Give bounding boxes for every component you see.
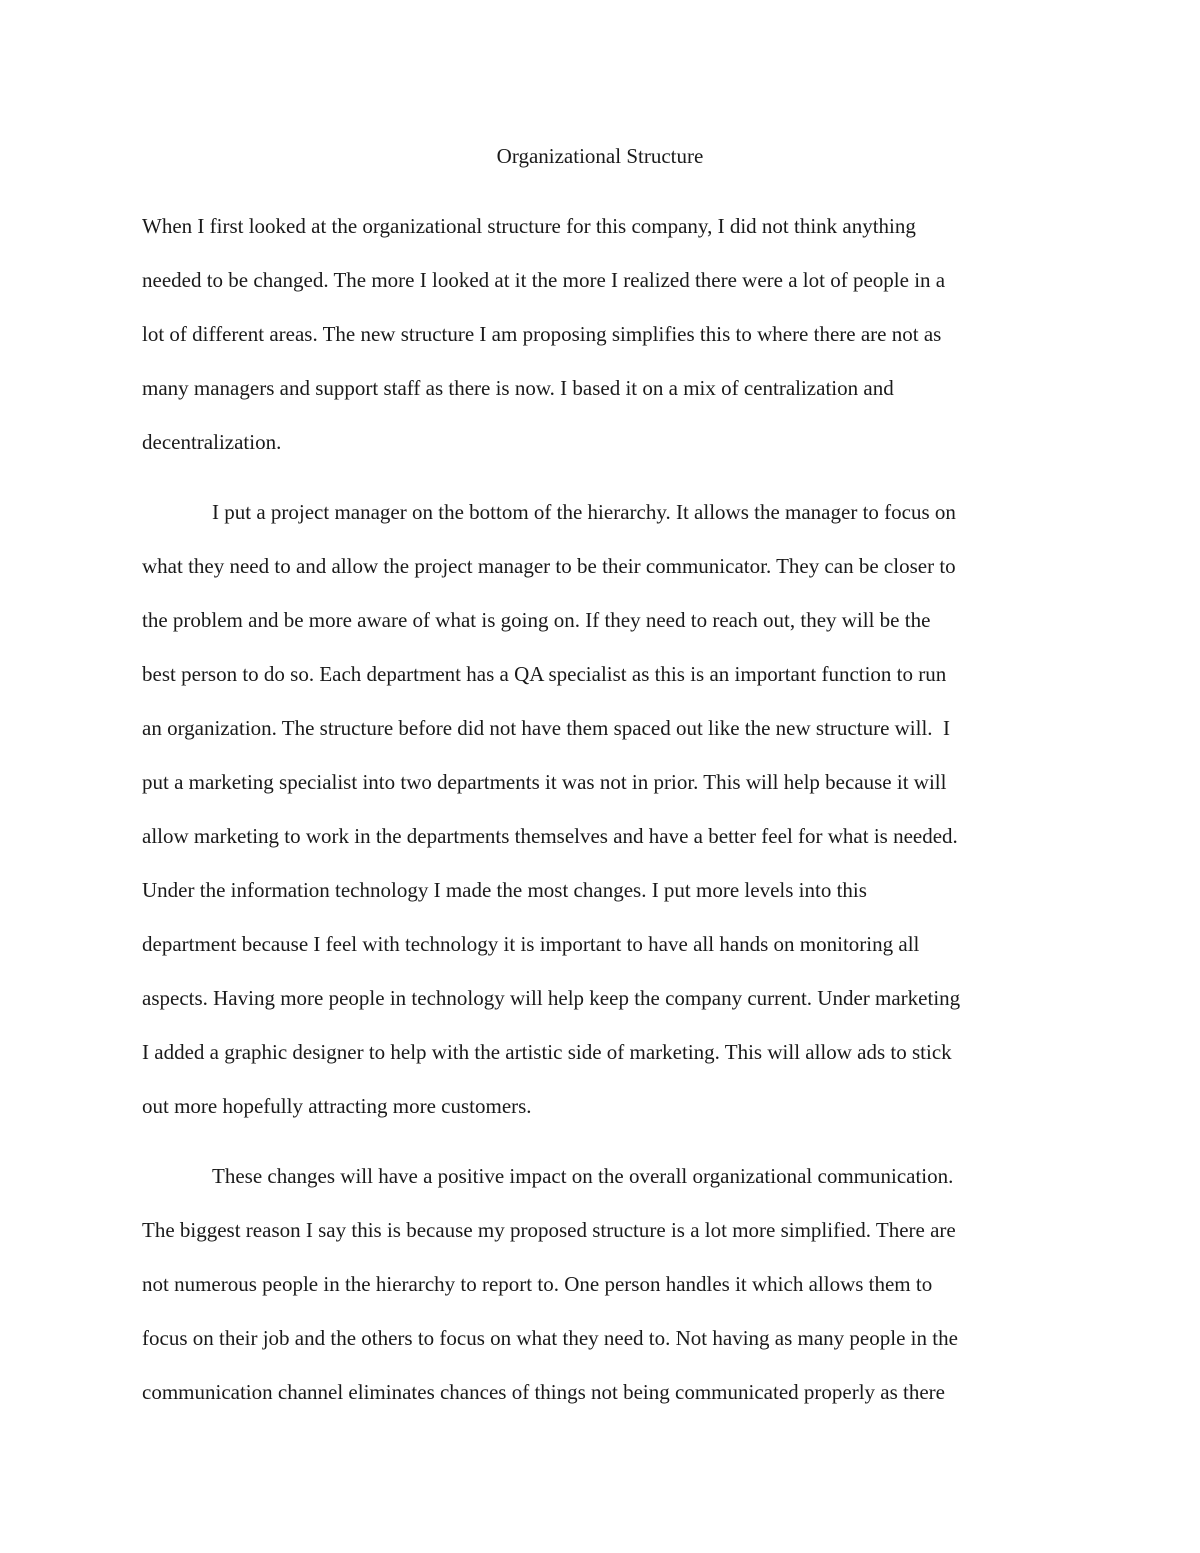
paragraph-3-line-1: These changes will have a positive impact on the overall organizational communication.: [212, 1164, 954, 1188]
paragraph-1-line-2: needed to be changed. The more I looked at it the more I realized there were a lot of people in a: [142, 268, 946, 292]
paragraph-2-line-2: what they need to and allow the project manager to be their communicator. They can be closer to: [142, 554, 956, 578]
paragraph-2-line-7: allow marketing to work in the departments themselves and have a better feel for what is needed.: [142, 824, 958, 848]
paragraph-2-line-5: an organization. The structure before did not have them spaced out like the new structure will. I: [142, 716, 951, 740]
paragraph-1-line-5: decentralization.: [142, 430, 282, 454]
paragraph-3-line-5: communication channel eliminates chances of things not being communicated properly as there: [142, 1380, 945, 1404]
paragraph-1-line-1: When I first looked at the organizational structure for this company, I did not think anything: [142, 214, 916, 238]
paragraph-2-line-9: department because I feel with technology it is important to have all hands on monitoring all: [142, 932, 920, 956]
paragraph-1-line-3: lot of different areas. The new structure I am proposing simplifies this to where there are not as: [142, 322, 942, 346]
paragraph-2-line-11: I added a graphic designer to help with the artistic side of marketing. This will allow ads to stick: [142, 1040, 952, 1064]
paragraph-3-line-4: focus on their job and the others to focus on what they need to. Not having as many people in the: [142, 1326, 958, 1350]
paragraph-2-line-3: the problem and be more aware of what is going on. If they need to reach out, they will be the: [142, 608, 931, 632]
paragraph-3-line-2: The biggest reason I say this is because my proposed structure is a lot more simplified. There are: [142, 1218, 956, 1242]
paragraph-2-line-12: out more hopefully attracting more customers.: [142, 1094, 532, 1118]
paragraph-2-line-1: I put a project manager on the bottom of the hierarchy. It allows the manager to focus on: [212, 500, 956, 524]
paragraph-3-line-3: not numerous people in the hierarchy to report to. One person handles it which allows them to: [142, 1272, 933, 1296]
paragraph-2-line-4: best person to do so. Each department has a QA specialist as this is an important function to run: [142, 662, 947, 686]
paragraph-2-line-6: put a marketing specialist into two departments it was not in prior. This will help because it will: [142, 770, 947, 794]
paragraph-1-line-4: many managers and support staff as there is now. I based it on a mix of centralization and: [142, 376, 894, 400]
page-title: Organizational Structure: [496, 144, 704, 168]
paragraph-2-line-10: aspects. Having more people in technology will help keep the company current. Under marketing: [142, 986, 961, 1010]
paragraph-2-line-8: Under the information technology I made the most changes. I put more levels into this: [142, 878, 867, 902]
